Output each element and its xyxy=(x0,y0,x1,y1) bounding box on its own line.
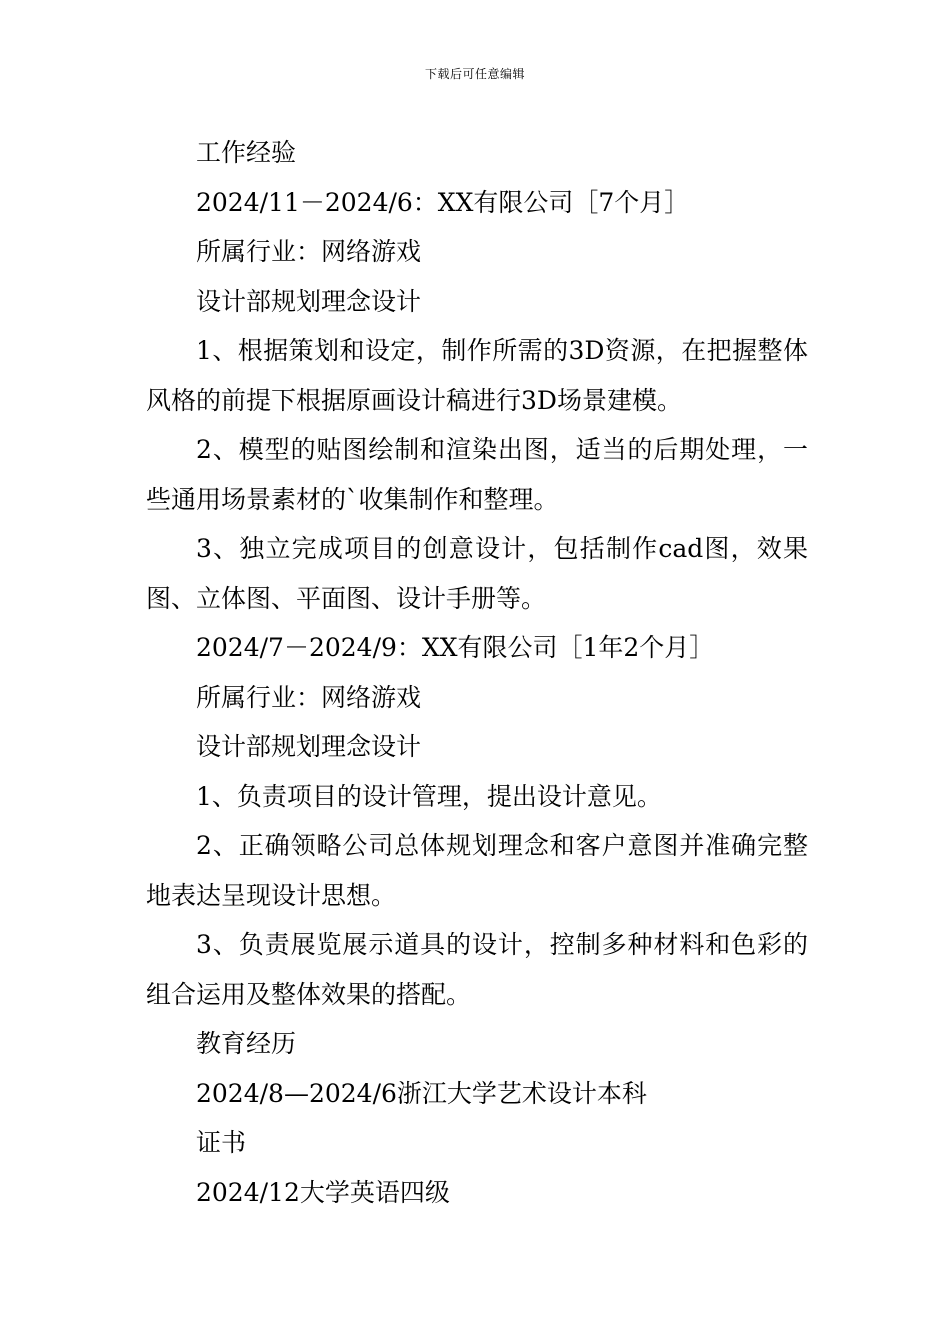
header-note: 下载后可任意编辑 xyxy=(424,67,525,81)
job-1-duty-1: 1、根据策划和设定，制作所需的3D资源，在把握整体风格的前提下根据原画设计稿进行3D场景建模。 xyxy=(146,336,808,415)
education-entry: 2024/8—2024/6浙江大学艺术设计本科 xyxy=(196,1078,647,1108)
section-heading-education: 教育经历 xyxy=(196,1029,297,1058)
job-2-duty-3: 3、负责展览展示道具的设计，控制多种材料和色彩的组合运用及整体效果的搭配。 xyxy=(146,930,808,1009)
document-body xyxy=(146,128,808,1217)
job-2-period-company: 2024/7－2024/9：XX有限公司［1年2个月］ xyxy=(196,633,715,662)
section-heading-certificates: 证书 xyxy=(196,1128,247,1157)
job-1-department: 设计部规划理念设计 xyxy=(196,286,422,316)
job-2-department: 设计部规划理念设计 xyxy=(196,732,422,761)
job-2-industry: 所属行业：网络游戏 xyxy=(196,682,422,712)
job-1-duty-3: 3、独立完成项目的创意设计，包括制作cad图，效果图、立体图、平面图、设计手册等。 xyxy=(146,534,808,613)
job-1-duty-2: 2、模型的贴图绘制和渲染出图，适当的后期处理，一些通用场景素材的`收集制作和整理。 xyxy=(146,435,808,514)
job-1-period-company: 2024/11－2024/6：XX有限公司［7个月］ xyxy=(196,187,690,217)
section-heading-work-experience: 工作经验 xyxy=(196,138,297,167)
certificate-entry: 2024/12大学英语四级 xyxy=(196,1177,450,1207)
job-2-duty-2: 2、正确领略公司总体规划理念和客户意图并准确完整地表达呈现设计思想。 xyxy=(146,831,808,910)
job-2-duty-1: 1、负责项目的设计管理，提出设计意见。 xyxy=(196,781,662,811)
job-1-industry: 所属行业：网络游戏 xyxy=(196,237,422,266)
